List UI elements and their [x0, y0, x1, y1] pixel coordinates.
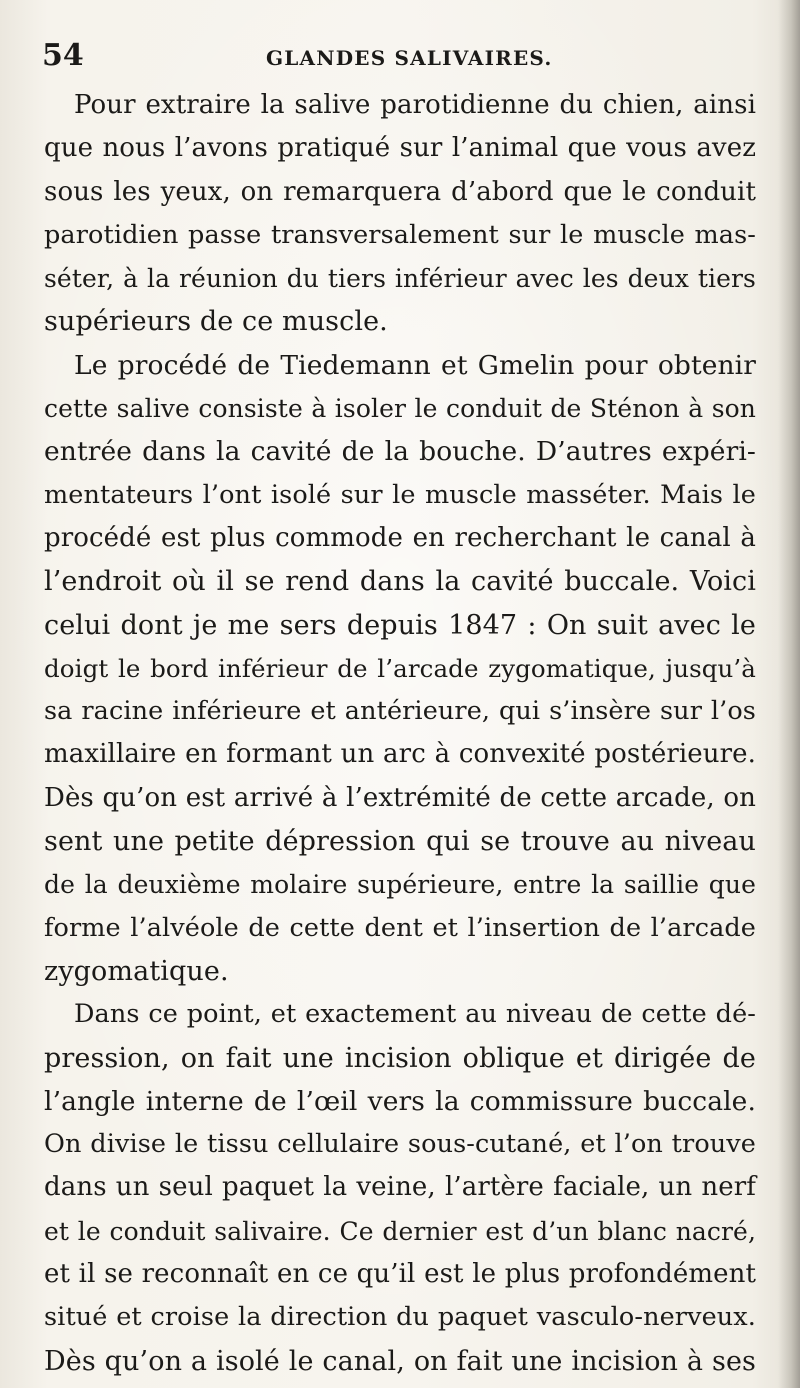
text-line: séter, à la réunion du tiers inférieur avec les deux tiers [44, 264, 756, 294]
text-line: forme l’alvéole de cette dent et l’insertion de l’arcade [44, 912, 756, 943]
text-line: Dès qu’on a isolé le canal, on fait une incision à ses [44, 1345, 756, 1377]
text-line: entrée dans la cavité de la bouche. D’autres expéri- [44, 436, 756, 468]
text-line: procédé est plus commode en recherchant le canal à [44, 522, 756, 553]
text-line: Pour extraire la salive parotidienne du chien, ainsi [74, 90, 756, 120]
text-line: maxillaire en formant un arc à convexité postérieure. [44, 739, 756, 770]
paragraph-3 [44, 993, 756, 1383]
text-line: celui dont je me sers depuis 1847 : On suit avec le [44, 609, 756, 641]
text-line: sous les yeux, on remarquera d’abord que le conduit [44, 176, 756, 207]
text-line: pression, on fait une incision oblique et dirigée de [44, 1042, 756, 1074]
text-line: zygomatique. [44, 955, 229, 987]
text-line: que nous l’avons pratiqué sur l’animal que vous avez [44, 133, 756, 164]
running-head: GLANDES SALIVAIRES. [266, 46, 553, 70]
paragraph-1 [44, 84, 756, 344]
text-line: Dans ce point, et exactement au niveau de cette dé- [74, 999, 756, 1030]
text-line: l’angle interne de l’œil vers la commissure buccale. [44, 1085, 756, 1117]
text-line: Dès qu’on est arrivé à l’extrémité de cette arcade, on [44, 782, 756, 813]
text-line: l’endroit où il se rend dans la cavité buccale. Voici [44, 566, 756, 598]
text-line: On divise le tissu cellulaire sous-cutané, et l’on trouve [44, 1129, 756, 1160]
text-line: de la deuxième molaire supérieure, entre la saillie que [44, 870, 756, 900]
text-line: sent une petite dépression qui se trouve au niveau [44, 826, 756, 858]
text-line: Le procédé de Tiedemann et Gmelin pour obtenir [74, 349, 756, 381]
page-number: 54 [42, 38, 84, 73]
text-line: dans un seul paquet la veine, l’artère faciale, un nerf [44, 1172, 756, 1203]
text-line: sa racine inférieure et antérieure, qui s’insère sur l’os [44, 696, 756, 727]
page-edge-shadow [778, 0, 800, 1388]
text-line: et il se reconnaît en ce qu’il est le plus profondément [44, 1259, 756, 1290]
text-line: parotidien passe transversalement sur le muscle mas- [44, 219, 756, 250]
text-line: et le conduit salivaire. Ce dernier est d’un blanc nacré, [44, 1216, 756, 1246]
text-line: doigt le bord inférieur de l’arcade zygomatique, jusqu’à [44, 653, 756, 683]
page-header [42, 38, 758, 78]
text-line: mentateurs l’ont isolé sur le muscle masséter. Mais le [44, 479, 756, 510]
text-line: situé et croise la direction du paquet vasculo-nerveux. [44, 1302, 756, 1333]
text-line: supérieurs de ce muscle. [44, 306, 388, 338]
paragraph-2 [44, 344, 756, 993]
text-line: cette salive consiste à isoler le conduit de Sténon à son [44, 394, 756, 424]
body-text [44, 84, 756, 1383]
